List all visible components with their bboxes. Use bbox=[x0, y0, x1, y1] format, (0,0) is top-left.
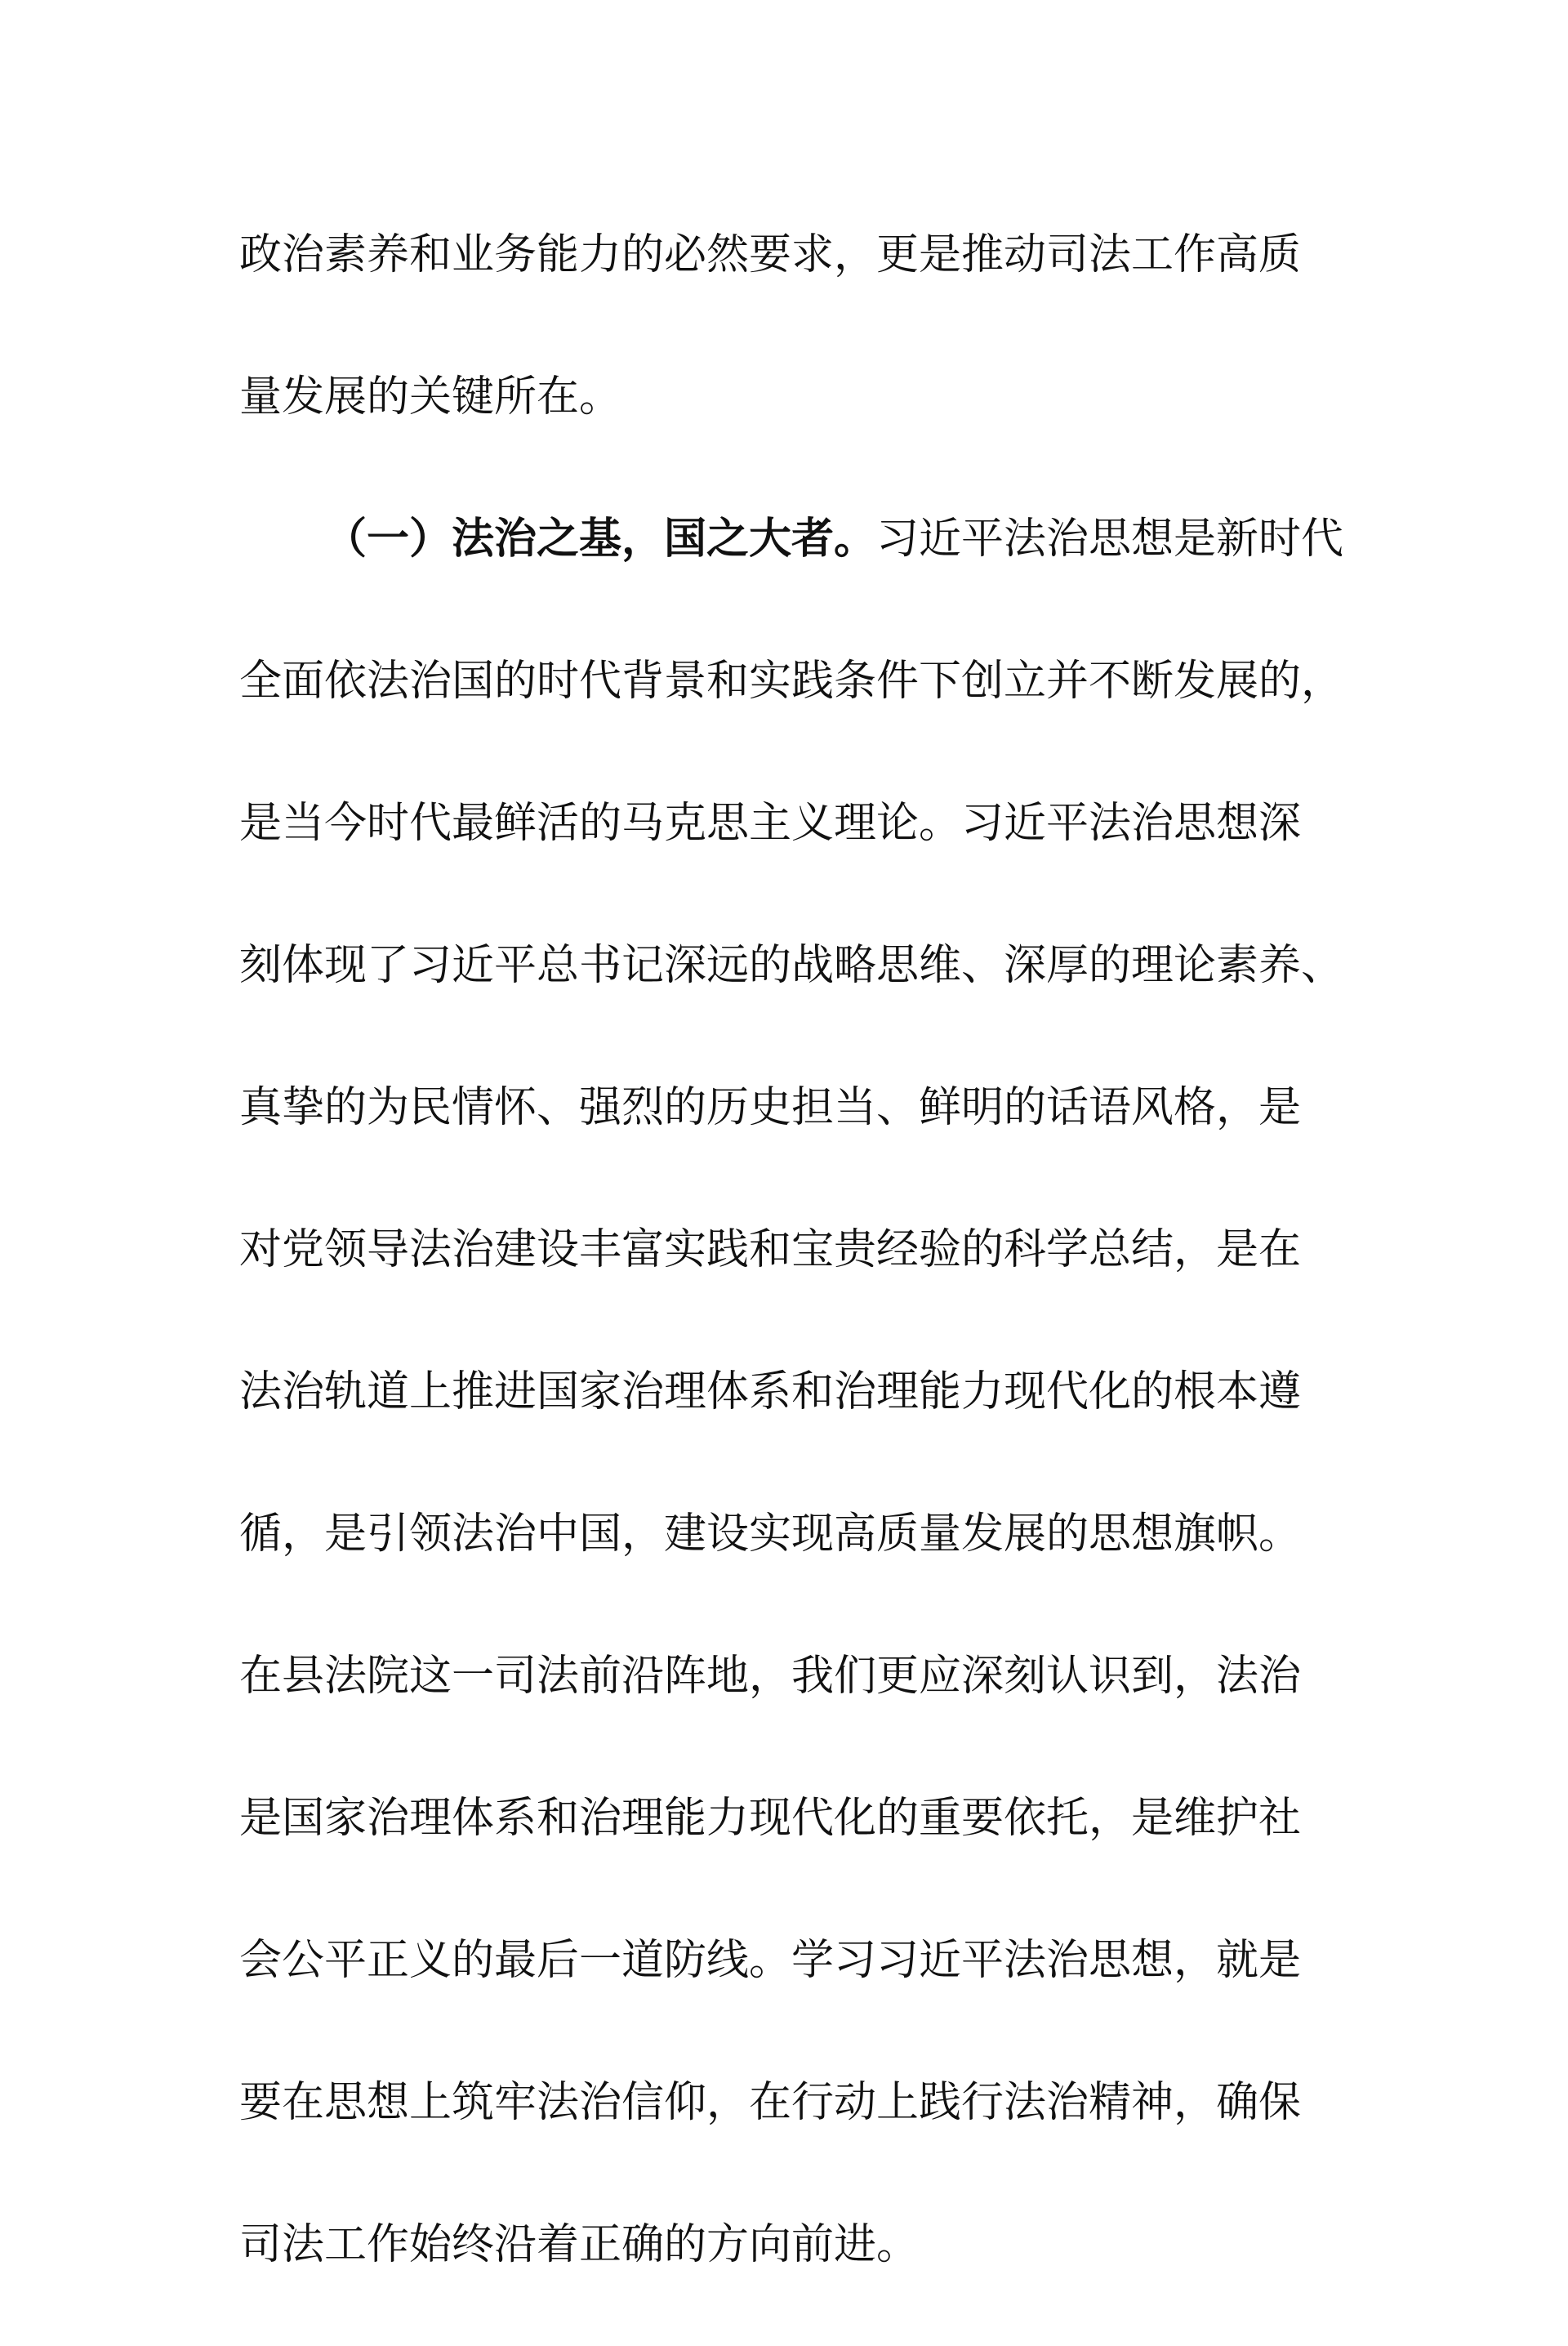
text-line: 在县法院这一司法前沿阵地，我们更应深刻认识到，法治 bbox=[239, 1652, 1302, 1701]
text-line: 量发展的关键所在。 bbox=[239, 372, 622, 421]
text-line: 司法工作始终沿着正确的方向前进。 bbox=[239, 2220, 920, 2269]
text-line: 对党领导法治建设丰富实践和宝贵经验的科学总结，是在 bbox=[239, 1225, 1302, 1274]
text-line: 是当今时代最鲜活的马克思主义理论。习近平法治思想深 bbox=[239, 799, 1302, 848]
text-line: 刻体现了习近平总书记深远的战略思维、深厚的理论素养、 bbox=[239, 941, 1344, 990]
section-heading-text: 习近平法治思想是新时代 bbox=[876, 515, 1344, 564]
text-line: 政治素养和业务能力的必然要求，更是推动司法工作高质 bbox=[239, 230, 1302, 279]
text-line: 真挚的为民情怀、强烈的历史担当、鲜明的话语风格，是 bbox=[239, 1083, 1302, 1132]
text-line: 法治轨道上推进国家治理体系和治理能力现代化的根本遵 bbox=[239, 1367, 1302, 1416]
text-line: 要在思想上筑牢法治信仰，在行动上践行法治精神，确保 bbox=[239, 2078, 1302, 2127]
section-heading: （一）法治之基，国之大者。 bbox=[324, 515, 877, 564]
body-text bbox=[239, 214, 1344, 2346]
text-line: 会公平正义的最后一道防线。学习习近平法治思想，就是 bbox=[239, 1936, 1302, 1985]
text-line: 循，是引领法治中国，建设实现高质量发展的思想旗帜。 bbox=[239, 1510, 1302, 1559]
section-heading-line bbox=[239, 498, 1344, 640]
text-line: 全面依法治国的时代背景和实践条件下创立并不断发展的， bbox=[239, 657, 1344, 706]
text-line: 是国家治理体系和治理能力现代化的重要依托，是维护社 bbox=[239, 1794, 1302, 1843]
